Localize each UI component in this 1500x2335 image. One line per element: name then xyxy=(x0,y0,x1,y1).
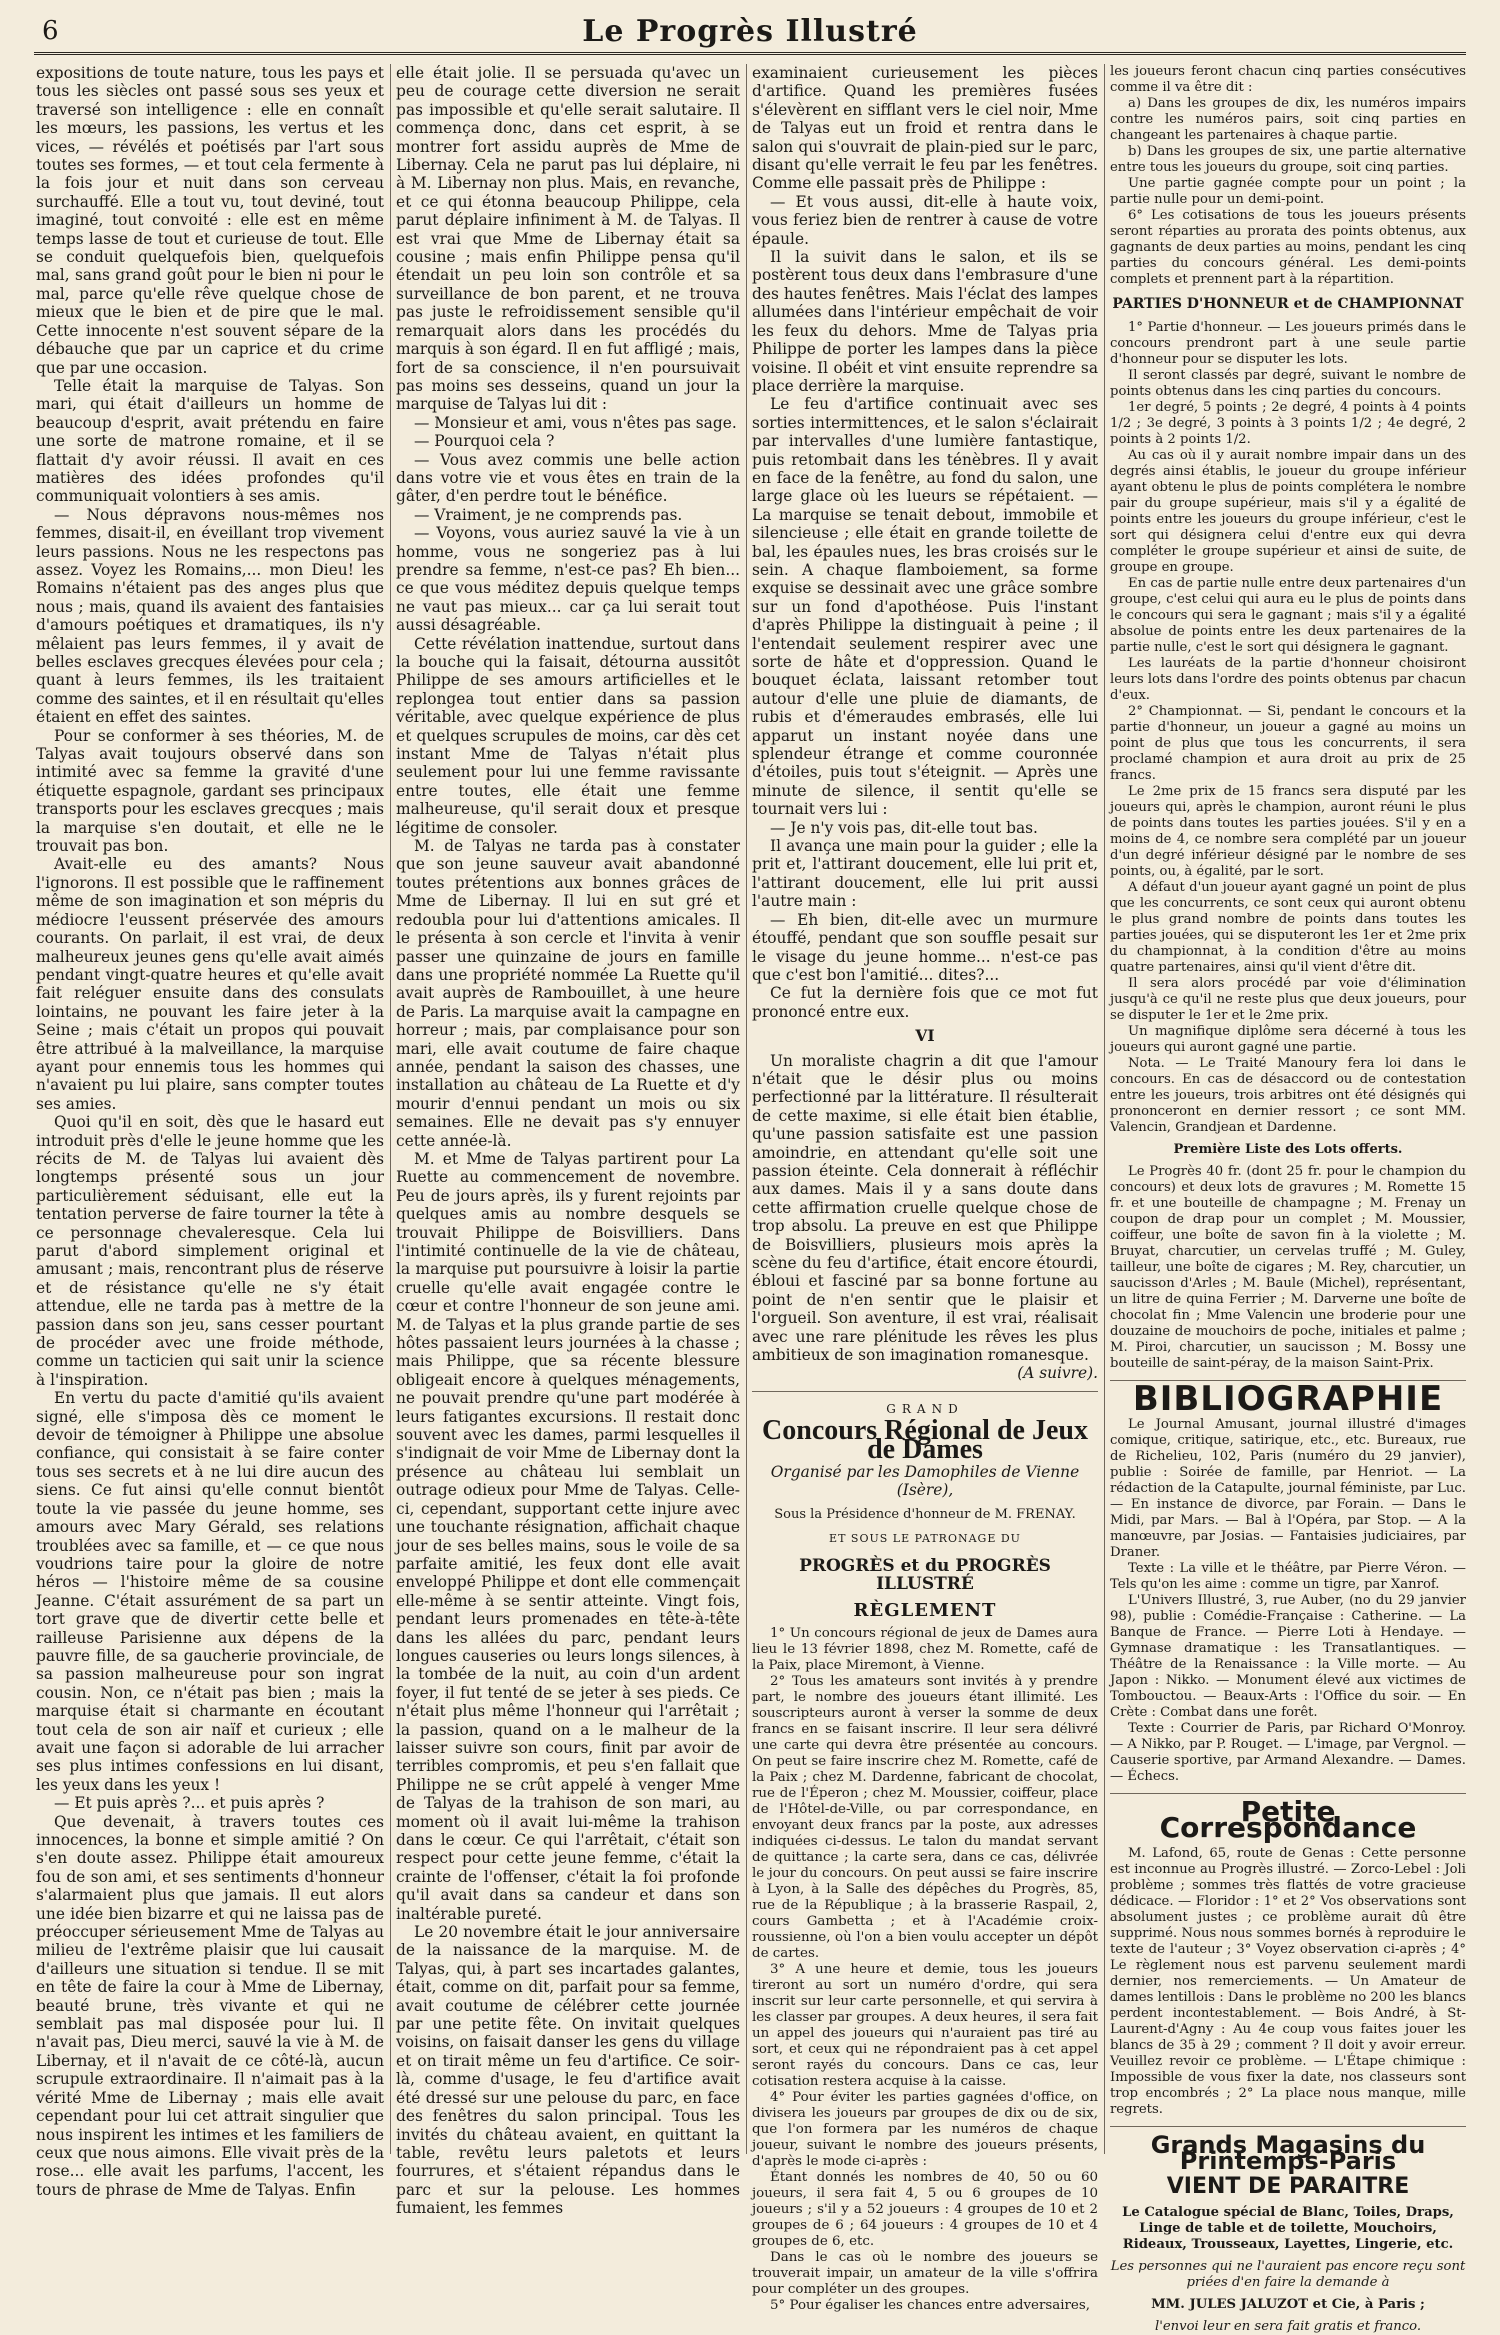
paragraph: — Monsieur et ami, vous n'êtes pas sage. xyxy=(414,413,737,432)
paragraph: M. et Mme de Talyas partirent pour La Ruette au commencement de novembre. Peu de jours après, ils y furent rejoints par quelques amis au nombre desquels se trouvait Philippe de Boisvilliers. Dans l'intimité continuelle de la vie de château, la marquise put poursuivre à loisir la partie cruelle qu'elle avait engagée contre le cœur et contre l'honneur de son jeune ami. M. de Talyas et la plus grande partie de ses hôtes passaient leurs journées à la chasse ; mais Philippe, que sa récente blessure obligeait encore à quelques ménagements, ne pouvait prendre qu'une part modérée à leurs fatigantes excursions. Il restait donc souvent avec les dames, parmi lesquelles il s'indignait de voir Mme de Libernay dont la présence au château lui semblait un outrage odieux pour Mme de Talyas. Celle-ci, cependant, supportant cette injure avec une touchante résignation, affichait chaque jour de ses belles mains, sous le voile de sa parfaite amitié, les feux dont elle avait enveloppé Philippe et dont elle commençait elle-même à se sentir atteinte. Vingt fois, pendant leurs promenades en tête-à-tête dans les allées du parc, pendant leurs longues causeries ou leurs longs silences, à la tombée de la nuit, au coin d'un ardent foyer, il fut tenté de se jeter à ses pieds. Ce n'était plus même l'honneur qui l'arrêtait ; la passion, quand on a le malheur de la laisser suivre son cours, finit par avoir de terribles compromis, et peu s'en fallait que Philippe ne se crût appelé à venger Mme de Talyas de la trahison de son mari, au moment où il avait lui-même la trahison dans le cœur. Ce qui l'arrêtait, c'était son respect pour cette jeune femme, c'était la crainte de l'offenser, c'était la foi profonde qu'il avait dans sa candeur et dans son inaltérable pureté. xyxy=(396,1149,740,1923)
bib-entry: Texte : La ville et le théâtre, par Pierre Véron. — Tels qu'on les aime : comme un tigre, par Xanrof. xyxy=(1110,1561,1466,1592)
paragraph: a) Dans les groupes de dix, les numéros impairs contre les numéros pairs, soit cinq parties en changeant les partenaires à chaque partie. xyxy=(1110,96,1466,143)
paragraph: Cette révélation inattendue, surtout dans la bouche qui la faisait, détourna aussitôt Philippe de ses amours artificielles et le replongea tout entier dans sa passion véritable, avec quelque expérience de plus et quelques scrupules de moins, car dès cet instant Mme de Talyas n'était plus seulement pour lui une femme ravissante entre toutes, elle était une femme malheureuse, qu'il serait doux et presque légitime de consoler. xyxy=(396,634,740,837)
paragraph: Le feu d'artifice continuait avec ses sorties intermittences, et le salon s'éclairait par intervalles d'une lumière fantastique, puis retombait dans les ténèbres. Il y avait en face de la fenêtre, au fond du salon, une large glace où les lueurs se répétaient. — La marquise se tenait debout, immobile et silencieuse ; elle était en grande toilette de bal, les épaules nues, les bras croisés sur le sein. A chaque flamboiement, sa forme exquise se dessinait avec une grâce sombre sur un fond d'apothéose. Puis l'instant d'après Philippe la distinguait à peine ; il l'entendait seulement respirer avec une sorte de hâte et d'oppression. Quand le bouquet éclata, laissant retomber tout autour d'elle une pluie de diamants, de rubis et d'émeraudes embrasés, elle lui apparut un instant noyée dans une splendeur étrange et comme couronnée d'étoiles, puis tout s'éteignit. — Après une minute de silence, il sentit qu'elle se tournait vers lui : xyxy=(752,395,1098,819)
paragraph: 1° Partie d'honneur. — Les joueurs primés dans le concours prendront part à une seule partie d'honneur pour se disputer les lots. xyxy=(1110,320,1466,367)
divider xyxy=(1110,1793,1466,1794)
paragraph: — Voyons, vous auriez sauvé la vie à un homme, vous ne songeriez pas à lui prendre sa femme, n'est-ce pas? Eh bien... ce que vous méditez depuis quelque temps ne vaut pas mieux... car ça lui serait tout aussi désagréable. xyxy=(396,524,740,635)
column-rule xyxy=(1104,64,1105,2154)
catalogue-text: Le Catalogue spécial de Blanc, Toiles, Draps, Linge de table et de toilette, Mouchoirs, Rideaux, Trousseaux, Layettes, Lingerie, etc. xyxy=(1122,2205,1454,2252)
column-4 xyxy=(1110,64,1466,2334)
correspondance-heading: Petite Correspondance xyxy=(1159,1795,1417,1844)
bib-entry: Texte : Courrier de Paris, par Richard O'Monroy. — A Nikko, par P. Rouget. — L'image, par Vergnol. — Causerie sportive, par Armand Alexandre. — Dames. — Échecs. xyxy=(1110,1721,1466,1784)
column-2 xyxy=(396,64,740,2218)
paragraph: Nota. — Le Traité Manoury fera loi dans le concours. En cas de désaccord ou de contestation entre les joueurs, trois arbitres ont été désignés qui prononceront en dernier ressort ; ce sont MM. Valencin, Grandjean et Dardenne. xyxy=(1110,1056,1466,1135)
paragraph: 6° Les cotisations de tous les joueurs présents seront réparties au prorata des points obtenus, aux gagnants de deux parties au moins, pendant les cinq parties du concours général. Les demi-points complets et prennent part à la répartition. xyxy=(1110,208,1466,287)
reglement-article: Dans le cas où le nombre des joueurs se trouverait impair, un amateur de la ville s'offrira pour compléter un des groupes. xyxy=(752,2249,1098,2297)
to-be-continued: (A suivre). xyxy=(1017,1364,1098,1383)
paragraph: 2° Championnat. — Si, pendant le concours et la partie d'honneur, un joueur a gagné au moins un point de plus que tous les concurrents, il sera proclamé champion et aura droit au prix de 25 francs. xyxy=(1110,704,1466,783)
reglement-articles xyxy=(752,1626,1098,2314)
paragraph: Les lauréats de la partie d'honneur choisiront leurs lots dans l'ordre des points obtenus par chacun d'eux. xyxy=(1110,656,1466,703)
catalogue-note: Les personnes qui ne l'auraient pas encore reçu sont priées d'en faire la demande à xyxy=(1110,2259,1466,2290)
chapter-numeral: VI xyxy=(915,1027,935,1046)
paragraph: Telle était la marquise de Talyas. Son mari, qui était d'ailleurs un homme de beaucoup d'esprit, avait prétendu en faire une sorte de matrone romaine, et il se flattait d'y avoir réussi. Il avait en ces matières des idées profondes qu'il communiquait volontiers à ses amis. xyxy=(36,376,384,506)
masthead: Le Progrès Illustré xyxy=(582,14,918,49)
paragraph: — Pourquoi cela ? xyxy=(414,432,555,451)
reglement-article: Étant donnés les nombres de 40, 50 ou 60 joueurs, il sera fait 4, 5 ou 6 groupes de 10 joueurs ; s'il y a 52 joueurs : 4 groupes de 10 et 2 groupes de 6 ; 64 joueurs : 4 groupes de 10 et 4 groupes de 6, etc. xyxy=(752,2169,1098,2249)
lots-heading: Première Liste des Lots offerts. xyxy=(1173,1142,1403,1157)
paragraph: Le 20 novembre était le jour anniversaire de la naissance de la marquise. M. de Talyas, qui, à part ses incartades galantes, était, comme on dit, parfait pour sa femme, avait coutume de célébrer cette journée par une petite fête. On invitait quelques voisins, on faisait danser les gens du village et on tirait même un feu d'artifice. Ce soir-là, comme d'usage, le feu d'artifice avait été dressé sur une pelouse du parc, en face des fenêtres du salon principal. Tous les invités du château avaient, en quittant la table, revêtu leurs paletots et leurs fourrures, et s'étaient répandus dans le parc et sur la pelouse. Les hommes fumaient, les femmes xyxy=(396,1923,740,2218)
column-rule xyxy=(390,64,391,2154)
column-rule xyxy=(746,64,747,2154)
paragraph: b) Dans les groupes de six, une partie alternative entre tous les joueurs du groupe, soit cinq parties. xyxy=(1110,144,1466,175)
paragraph: — Et vous aussi, dit-elle à haute voix, vous feriez bien de rentrer à cause de votre épaule. xyxy=(752,192,1098,248)
paragraph: — Vraiment, je ne comprends pas. xyxy=(414,505,683,524)
reglement-article: 4° Pour éviter les parties gagnées d'office, on divisera les joueurs par groupes de dix ou de six, que l'on formera par les numéros de chaque joueur, suivant le nombre des joueurs présents, d'après le mode ci-après : xyxy=(752,2089,1098,2169)
paragraph: Il sera alors procédé par voie d'élimination jusqu'à ce qu'il ne reste plus que deux joueurs, pour se disputer le 1er et le 2me prix. xyxy=(1110,976,1466,1023)
reglement-heading: RÈGLEMENT xyxy=(853,1599,997,1621)
divider xyxy=(752,1391,1098,1392)
paragraph: Pour se conformer à ses théories, M. de Talyas avait toujours observé dans son intimité avec sa femme la gravité d'une étiquette espagnole, gardant ses principaux transports pour les esclaves grecques ; mais la marquise s'en doutait, et elle ne le trouvait pas bon. xyxy=(36,726,384,856)
paragraph: En vertu du pacte d'amitié qu'ils avaient signé, elle s'imposa dès ce moment le devoir de témoigner à Philippe une absolue confiance, qui consistait à se faire conter tous ses secrets et à ne lui dire aucun des siens. Ce fut ainsi qu'elle connut bientôt toute la vie passée du jeune homme, ses amours avec Mary Gérald, ses relations troublées avec sa famille, et — ce que nous voudrions taire pour la gloire de notre héros — l'histoire même de sa cousine Jeanne. C'était assurément de sa part un tort grave que de divertir cette belle et railleuse Parisienne aux dépens de la pauvre fille, de sa gaucherie provinciale, de sa passion malheureuse pour son ingrat cousin. Non, ce n'était pas bien ; mais la marquise était si charmante en écoutant tout cela de son air naïf et curieux ; elle avait une façon si adorable de lui arracher ses plus intimes confessions en lui disant, les yeux dans les yeux ! xyxy=(36,1389,384,1794)
reglement-article: 5° Pour égaliser les chances entre adversaires, xyxy=(770,2297,1090,2313)
bib-entry: L'Univers Illustré, 3, rue Auber, (no du 29 janvier 98), publie : Comédie-Française : Catherine. — La Banque de France. — Pierre Loti à Hendaye. — Gymnase dramatique : les Transatlantiques. — Théâtre de la Renaissance : la Ville morte. — Au Japon : Nikko. — Monument élevé aux victimes de Tombouctou. — Beaux-Arts : l'Office du soir. — En Crète : Combat dans une forêt. xyxy=(1110,1593,1466,1720)
paragraph: Avait-elle eu des amants? Nous l'ignorons. Il est possible que le raffinement même de son imagination et son mépris du médiocre l'eussent préservée des amours courants. On parlait, il est vrai, de deux malheureux jeunes gens qu'elle avait aimés pendant vingt-quatre heures et qu'elle avait fait reléguer ensuite dans des consulats lointains, ne pouvant les faire jeter à la Seine ; mais c'était un propos qui pouvait être attribué à la malveillance, la marquise ayant pour ennemis tous les hommes qui n'avaient pu lui plaire, sans compter toutes ses amies. xyxy=(36,855,384,1113)
paragraph: les joueurs feront chacun cinq parties consécutives comme il va être dit : xyxy=(1110,64,1466,95)
paragraph: Il avança une main pour la guider ; elle la prit et, l'attirant doucement, elle lui prit et, l'attirant doucement, elle lui prit aussi l'autre main : xyxy=(752,837,1098,911)
divider xyxy=(1110,2126,1466,2127)
printemps-heading: Grands Magasins du Printemps-Paris xyxy=(1150,2131,1426,2175)
paragraph: — Vous avez commis une belle action dans votre vie et vous êtes en train de la gâter, d'en perdre tout le bénéfice. xyxy=(396,450,740,506)
paragraph: elle était jolie. Il se persuada qu'avec un peu de courage cette diversion ne serait pas impossible et qu'elle serait salutaire. Il commença donc, dans cet esprit, à se montrer fort assidu auprès de Mme de Libernay. Cela ne parut pas lui déplaire, ni à M. Libernay non plus. Mais, en revanche, et ce qui étonna beaucoup Philippe, cela parut déplaire infiniment à M. de Talyas. Il est vrai que Mme de Libernay était sa cousine ; mais enfin Philippe pensa qu'il étendait un peu loin son contrôle et sa surveillance de bon parent, et ne trouva pas juste le refroidissement sensible qu'il remarquait alors dans les procédés du marquis à son égard. Il en fut affligé ; mais, fort de sa conscience, il n'en poursuivait pas moins ses desseins, quand un jour la marquise de Talyas lui dit : xyxy=(396,64,740,414)
parties-heading: PARTIES D'HONNEUR et de CHAMPIONNAT xyxy=(1112,296,1464,312)
paragraph: — Et puis après ?... et puis après ? xyxy=(54,1794,325,1813)
paragraph: Il seront classés par degré, suivant le nombre de points obtenus dans les cinq parties du concours. xyxy=(1110,368,1466,399)
column-1 xyxy=(36,64,384,2199)
paragraph: A défaut d'un joueur ayant gagné un point de plus que les concurrents, ce sont ceux qui auront obtenu le plus grand nombre de points dans toutes les parties jouées, qui se disputeront les 1er et 2me prix du championnat, à la condition d'être au moins quatre partenaires, ainsi qu'il vient d'être dit. xyxy=(1110,880,1466,975)
envoi-text: l'envoi leur en sera fait gratis et franco. xyxy=(1154,2319,1422,2334)
paragraph: M. de Talyas ne tarda pas à constater que son jeune sauveur avait abandonné toutes prétentions aux bonnes grâces de Mme de Libernay. Il lui en sut gré et redoubla pour lui d'attentions amicales. Il le présenta à son cercle et l'invita à venir passer une quinzaine de jours en famille dans une propriété nommée La Ruette qu'il avait auprès de Rambouillet, à une heure de Paris. La marquise avait la campagne en horreur ; mais, par complaisance pour son mari, elle avait coutume de faire chaque année, pendant la saison des chasses, une installation au château de La Ruette et d'y mourir d'ennui pendant un mois ou six semaines. Elle ne devait pas s'y ennuyer cette année-là. xyxy=(396,837,740,1150)
paragraph: Au cas où il y aurait nombre impair dans un des degrés ainsi établis, le joueur du groupe inférieur ayant obtenu le plus de points complétera le nombre pair du groupe supérieur, mais s'il y a égalité de points entre les joueurs du groupe inférieur, c'est le sort qui désignera celui d'entre eux qui devra compléter le groupe supérieur et ainsi de suite, de groupe en groupe. xyxy=(1110,448,1466,575)
concours-grand: GRAND xyxy=(886,1401,964,1416)
concours-journals: PROGRÈS et du PROGRÈS ILLUSTRÉ xyxy=(799,1555,1051,1595)
concours-presidence: Sous la Présidence d'honneur de M. FRENAY. xyxy=(774,1506,1076,1522)
bib-entry: Le Journal Amusant, journal illustré d'images comique, critique, satirique, etc., etc. Bureaux, rue de Richelieu, 102, Paris (numéro du 29 janvier), publie : Soirée de famille, par Henriot. — La rédaction de la Catapulte, journal féministe, par Luc. — En instance de divorce, par Forain. — Dans le Midi, par Mars. — Bal à l'Opéra, par Stop. — A la manœuvre, par Josias. — Fantaisies judiciaires, par Draner. xyxy=(1110,1417,1466,1560)
paragraph: 1er degré, 5 points ; 2e degré, 4 points à 4 points 1/2 ; 3e degré, 3 points à 3 points 1/2 ; 4e degré, 2 points à 2 points 1/2. xyxy=(1110,400,1466,447)
paragraph: examinaient curieusement les pièces d'artifice. Quand les premières fusées s'élevèrent en sifflant vers le ciel noir, Mme de Talyas eut un froid et rentra dans le salon qui s'ouvrait de plain-pied sur le parc, disant qu'elle verrait le feu par les fenêtres. Comme elle passait près de Philippe : xyxy=(752,64,1098,193)
column-3 xyxy=(752,64,1098,2313)
lots-list: Le Progrès 40 fr. (dont 25 fr. pour le champion du concours) et deux lots de gravures ; M. Romette 15 fr. et une bouteille de champagne ; M. Frenay un coupon de drap pour un complet ; M. Moussier, coiffeur, une boîte de savon fin à la violette ; M. Bruyat, charcutier, un cervelas truffé ; M. Guley, tailleur, une boîte de cigares ; M. Rey, charcutier, un saucisson d'Arles ; M. Baule (Michel), représentant, un litre de quina Ferrier ; M. Darverne une boîte de chocolat fin ; Mme Valencin une broderie pour une douzaine de mouchoirs de poche, initiales et palme ; M. Piroi, charcutier, un saucisson ; M. Bossy une bouteille de saint-péray, de la maison Saint-Prix. xyxy=(1110,1164,1466,1371)
paragraph: Une partie gagnée compte pour un point ; la partie nulle pour un demi-point. xyxy=(1110,176,1466,207)
bibliographie-heading: BIBLIOGRAPHIE xyxy=(1132,1379,1444,1419)
reglement-article: 2° Tous les amateurs sont invités à y prendre part, le nombre des joueurs étant illimité. Les souscripteurs auront à verser la somme de deux francs en se faisant inscrire. Il leur sera délivré une carte qui devra être présentée au concours. On peut se faire inscrire chez M. Romette, café de la Paix ; chez M. Dardenne, fabricant de chocolat, rue de l'Éperon ; chez M. Moussier, coiffeur, place de l'Hôtel-de-Ville, ou par correspondance, en envoyant deux francs par la poste, aux adresses indiquées ci-dessus. Le talon du mandat servant de quittance ; la carte sera, dans ce cas, délivrée le jour du concours. On peut aussi se faire inscrire à Lyon, à la Salle des dépêches du Progrès, 85, rue de la République ; à la brasserie Raspail, 2, cours Gambetta ; et à l'Académie croix-roussienne, où l'on a bien voulu accepter un dépôt de cartes. xyxy=(752,1673,1098,1961)
paragraph: Un moraliste chagrin a dit que l'amour n'était que le désir plus ou moins perfectionné par la littérature. Il résulterait de cette maxime, si elle était bien établie, qu'une passion satisfaite est une passion amoindrie, en attendant qu'elle soit une passion éteinte. Cela donnerait à réfléchir aux dames. Mais il y a sans doute dans cette affirmation cruelle quelque chose de trop absolu. La preuve en est que Philippe de Boisvilliers, plusieurs mois après la scène du feu d'artifice, était encore étourdi, ébloui et fasciné par sa bonne fortune au point de n'en sentir que le plaisir et l'orgueil. Son aventure, il est vrai, réalisait avec une rare plénitude les rêves les plus ambitieux de son imagination romanesque. xyxy=(752,1051,1098,1365)
paragraph: Quoi qu'il en soit, dès que le hasard eut introduit près d'elle le jeune homme que les récits de M. de Talyas lui avaient dès longtemps présenté sous un jour particulièrement séduisant, elle eut la tentation perverse de faire tourner la tête à ce personnage chevaleresque. Cela lui parut d'abord simplement original et amusant ; mais, rencontrant plus de réserve et de résistance qu'elle ne s'y était attendue, elle ne tarda pas à mettre de la passion dans son jeu, sans cesser pourtant de procéder avec une froide méthode, comme un tacticien qui sait unir la science à l'inspiration. xyxy=(36,1113,384,1389)
concours-title: Concours Régional de Jeux de Dames xyxy=(762,1415,1088,1465)
reglement-article: 3° A une heure et demie, tous les joueurs tireront au sort un numéro d'ordre, qui sera inscrit sur leur carte personnelle, et qui servira à les classer par groupes. A deux heures, il sera fait un appel des joueurs qui n'auraient pas tiré au sort, et ceux qui ne répondraient pas à cet appel seront rayés du concours. Dans ce cas, leur cotisation restera acquise à la caisse. xyxy=(752,1961,1098,2089)
page-number: 6 xyxy=(42,16,59,46)
paragraph: Un magnifique diplôme sera décerné à tous les joueurs qui auront gagné une partie. xyxy=(1110,1024,1466,1055)
paragraph: Que devenait, à travers toutes ces innocences, la bonne et simple amitié ? On s'en doute assez. Philippe était amoureux fou de son ami, et ses sentiments d'honneur s'alarmaient plus que jamais. Il eut alors une idée bien bizarre et qui ne laissa pas de préoccuper sérieusement Mme de Talyas au milieu de l'extrême plaisir que lui causait d'ailleurs une situation si tendue. Il se mit en tête de faire la cour à Mme de Libernay, beauté brune, très vivante et qui ne semblait pas mal disposée pour lui. Il n'avait pas, Dieu merci, sauvé la vie à M. de Libernay, et il n'avait de ce côté-là, aucun scrupule extraordinaire. Il n'aimait pas à la vérité Mme de Libernay ; mais elle avait cependant pour lui cet attrait singulier que nous inspirent les intimes et les familiers de ceux que nous aimons. Elle vivait près de la rose... elle avait les parfums, l'accent, les tours de phrase de Mme de Talyas. Enfin xyxy=(36,1812,384,2199)
paragraph: — Je n'y vois pas, dit-elle tout bas. xyxy=(770,818,1038,837)
paragraph: Ce fut la dernière fois que ce mot fut prononcé entre eux. xyxy=(752,984,1098,1021)
jaluzot: MM. JULES JALUZOT et Cie, à Paris ; xyxy=(1151,2297,1425,2312)
paragraph: Il la suivit dans le salon, et ils se postèrent tous deux dans l'embrasure d'une des hautes fenêtres. Mais l'éclat des lampes allumées dans l'intérieur empêchait de voir les feux du dehors. Mme de Talyas pria Philippe de porter les lampes dans la pièce voisine. Il obéit et vint ensuite reprendre sa place derrière la marquise. xyxy=(752,248,1098,395)
concours-patronage: ET SOUS LE PATRONAGE DU xyxy=(829,1532,1021,1546)
paragraph: expositions de toute nature, tous les pays et tous les siècles ont passé sous ses yeux et traversé son intelligence : elle en connaît les mœurs, les passions, les vertus et les vices, — révélés et poétisés par l'art sous toutes ses formes, — et tout cela fermente à la fois jour et nuit dans son cerveau surchauffé. Elle a tout vu, tout deviné, tout imaginé, tout convoité : elle est en même temps lasse de tout et curieuse de tout. Elle se conduit quelquefois bien, quelquefois mal, sans grand goût pour le bien ni pour le mal, parce qu'elle rêve quelque chose de mieux que le bien et de pire que le mal. Cette innocente n'est souvent sépare de la débauche que par un caprice et du crime que par une occasion. xyxy=(36,64,384,377)
correspondance-text: M. Lafond, 65, route de Genas : Cette personne est inconnue au Progrès illustré. — Zorco-Lebel : Joli problème ; sommes très flattés de votre gracieuse dédicace. — Floridor : 1° et 2° Vos observations sont absolument justes ; ce problème aurait dû être supprimé. Nous nous sommes bornés à reproduire le texte de l'auteur ; 3° Voyez observation ci-après ; 4° Le règlement nous est parvenu seulement mardi dernier, nos remerciements. — Un Amateur de dames lentillois : Dans le problème no 200 les blancs perdent incontestablement. — Bois André, à St-Laurent-d'Agny : Au 4e coup vous faites jouer les blancs de 35 à 29 ; comment ? Il doit y avoir erreur. Veuillez revoir ce problème. — L'Étape chimique : Impossible de vous fixer la date, nos classeurs sont trop encombrés ; 2° La place nous manque, mille regrets. xyxy=(1110,1846,1466,2117)
reglement-article: 1° Un concours régional de jeux de Dames aura lieu le 13 février 1898, chez M. Romette, café de la Paix, place Miremont, à Vienne. xyxy=(752,1625,1098,1673)
vient-de-paraitre: VIENT DE PARAITRE xyxy=(1166,2174,1410,2199)
page-header xyxy=(34,8,1466,55)
concours-organiser: Organisé par les Damophiles de Vienne (Isère), xyxy=(770,1463,1080,1500)
paragraph: — Eh bien, dit-elle avec un murmure étouffé, pendant que son souffle pesait sur le visage du jeune homme... n'est-ce pas que c'est bon l'amitié... dites?... xyxy=(752,910,1098,984)
paragraph: En cas de partie nulle entre deux partenaires d'un groupe, c'est celui qui aura eu le plus de points dans le concours qui sera le gagnant ; mais s'il y a égalité absolue de points entre les deux partenaires de la partie nulle, c'est le sort qui désignera le gagnant. xyxy=(1110,576,1466,655)
paragraph: Le 2me prix de 15 francs sera disputé par les joueurs qui, après le champion, auront réuni le plus de points dans toutes les parties jouées. S'il y en a moins de 4, ce nombre sera complété par un joueur d'un degré inférieur désigné par le nombre de ses points, ou, à égalité, par le sort. xyxy=(1110,784,1466,879)
paragraph: — Nous dépravons nous-mêmes nos femmes, disait-il, en éveillant trop vivement leurs passions. Nous ne les respectons pas assez. Voyez les Romains,... mon Dieu! les Romains n'étaient pas des anges plus que nous ; mais, quand ils avaient des fantaisies d'amours poétiques et dramatiques, ils n'y mêlaient pas leurs femmes, il y avait de belles esclaves grecques élevées pour cela ; quant à leurs femmes, ils les traitaient comme des saintes, et il en résultait qu'elles étaient en effet des saintes. xyxy=(36,505,384,727)
